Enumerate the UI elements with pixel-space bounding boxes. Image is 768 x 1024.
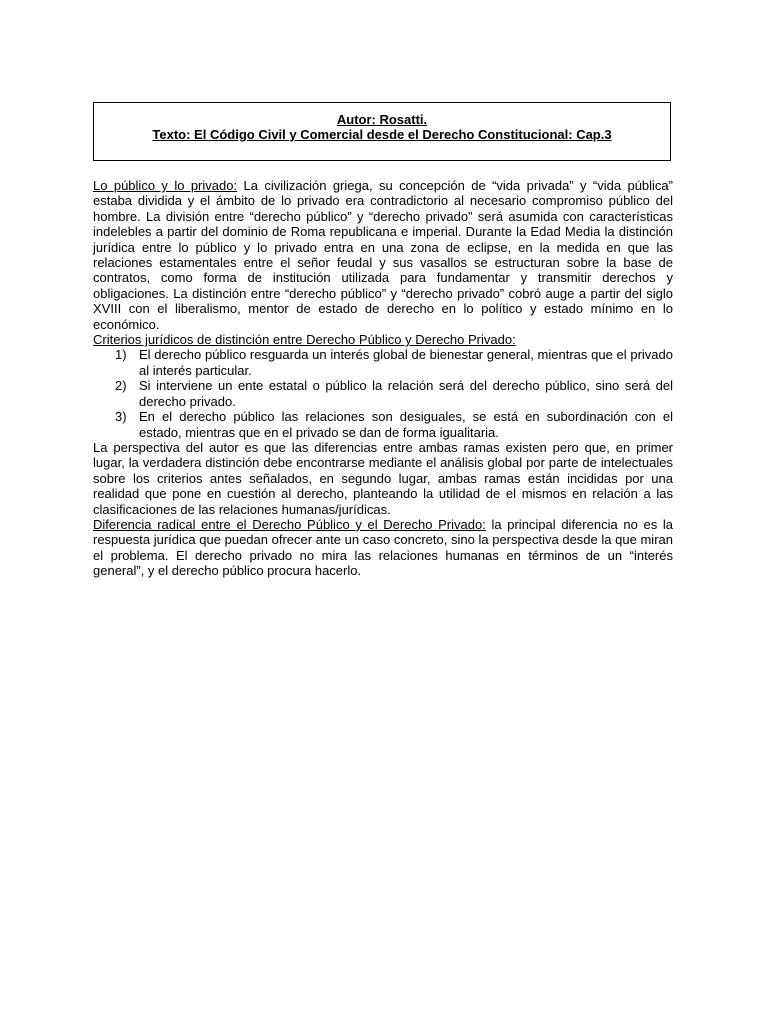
list-item-text: En el derecho público las relaciones son desiguales, se está en subordinación con el estado, mientras que en el privado se dan de forma igualitaria. — [139, 409, 673, 440]
section-heading-public-private: Lo público y lo privado: — [93, 178, 238, 193]
list-item — [115, 378, 673, 409]
section-heading-radical-difference: Diferencia radical entre el Derecho Público y el Derecho Privado: — [93, 516, 486, 532]
section-heading-criteria — [93, 332, 673, 347]
paragraph-public-private-text: La civilización griega, su concepción de “vida privada” y “vida pública” estaba dividida y el ámbito de lo privado era contradictorio al necesario compromiso público del hombre. La división entre “derecho público” y “derecho privado” será asumida con características indelebles a partir del dominio de Roma republicana e imperial. Durante la Edad Media la distinción jurídica entre lo público y lo privado entra en una zona de eclipse, en la medida en que las relaciones estamentales entre el señor feudal y sus vasallos se estructuran sobre la base de contratos, como forma de institución utilizada para fundamentar y transmitir derechos y obligaciones. La distinción entre “derecho público” y “derecho privado” cobró auge a partir del siglo XVIII con el liberalismo, mentor de estado de derecho en lo político y estado mínimo en lo económico. — [93, 178, 673, 332]
list-item-number: 2) — [115, 378, 127, 394]
author-line: Autor: Rosatti. — [336, 112, 428, 127]
title-box — [93, 102, 671, 161]
paragraph-author-perspective: La perspectiva del autor es que las diferencias entre ambas ramas existen pero que, en primer lugar, la verdadera distinción debe encontrarse mediante el análisis global por parte de intelectuales sobre los criterios antes señalados, en segundo lugar, ambas ramas están incididas por una realidad que pone en cuestión al derecho, planteando la utilidad de el mismos en relación a las clasificaciones de las relaciones humanas/jurídicas. — [93, 439, 673, 517]
criteria-list — [93, 347, 673, 439]
criteria-heading-text: Criterios jurídicos de distinción entre Derecho Público y Derecho Privado: — [93, 332, 516, 348]
paragraph-public-private — [93, 178, 673, 332]
list-item-text: Si interviene un ente estatal o público la relación será del derecho público, sino será del derecho privado. — [139, 378, 673, 409]
paragraph-radical-difference — [93, 517, 673, 579]
list-item-number: 1) — [115, 347, 127, 363]
list-item-text: El derecho público resguarda un interés global de bienestar general, mientras que el privado al interés particular. — [139, 347, 673, 378]
paragraph-radical-difference-text: la principal diferencia no es la respuesta jurídica que puedan ofrecer ante un caso concreto, sino la perspectiva desde la que miran el problema. El derecho privado no mira las relaciones humanas en términos de un “interés general”, y el derecho público procura hacerlo. — [93, 516, 673, 579]
list-item — [115, 409, 673, 440]
text-title-line: Texto: El Código Civil y Comercial desde el Derecho Constitucional: Cap.3 — [152, 127, 612, 142]
document-body — [93, 178, 673, 579]
list-item-number: 3) — [115, 409, 127, 425]
list-item — [115, 347, 673, 378]
